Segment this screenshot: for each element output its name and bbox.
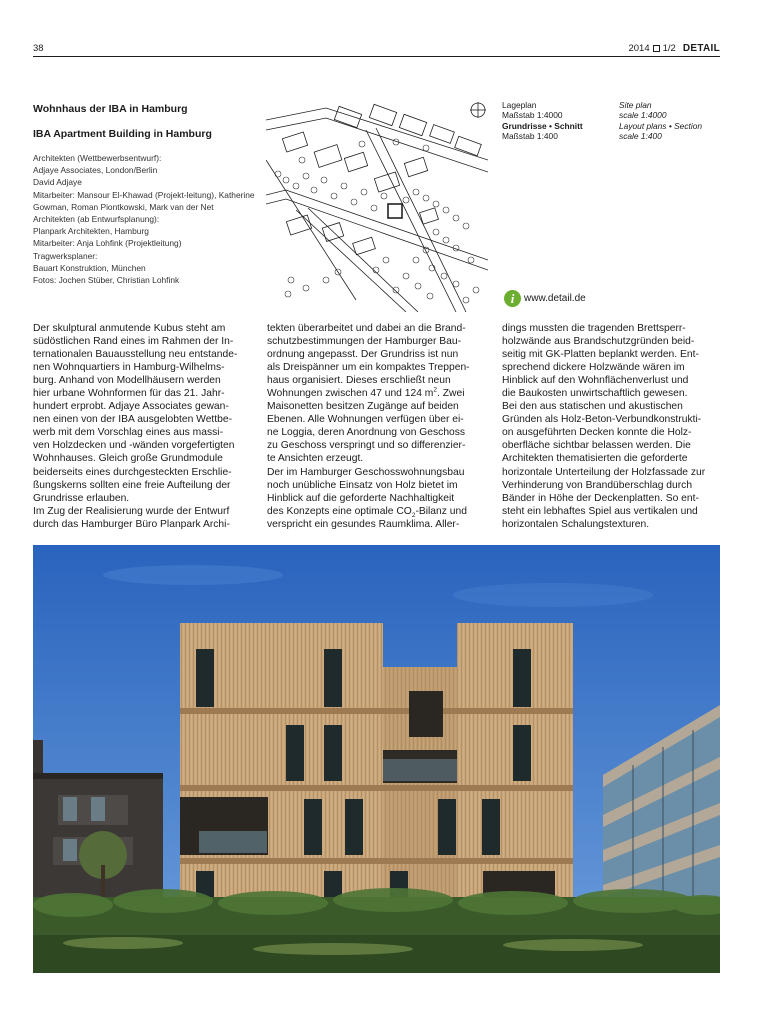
text-line: werb mit dem Vorschlag eines aus massi-: [33, 427, 223, 439]
credit-line: David Adjaye: [33, 177, 82, 188]
text-line: [267, 505, 487, 518]
text-line: Im Zug der Realisierung wurde der Entwurf: [33, 505, 230, 517]
text-line: [267, 387, 487, 400]
project-credits: [33, 152, 258, 286]
credit-line: Bauart Konstruktion, München: [33, 262, 146, 273]
magazine-logo: DETAIL: [682, 43, 720, 54]
text-line: noch unübliche Einsatz von Holz bietet im: [267, 479, 458, 491]
north-arrow-icon: [470, 102, 486, 118]
text-line: ne Loggia, deren Anordnung von Geschoss: [267, 427, 466, 439]
weblink-text[interactable]: www.detail.de: [524, 293, 586, 304]
text-line: verspricht ein gesundes Raumklima. Aller-: [267, 518, 460, 530]
text-line: holzwände aus Brandschutzgründen beid-: [502, 336, 695, 348]
credit-line: Tragwerksplaner:: [33, 250, 98, 261]
text-line: nen Wohnquartiers in Hamburg-Wilhelms-: [33, 362, 225, 374]
credit-line: Architekten (Wettbewerbsentwurf):: [33, 153, 162, 163]
detail-web-link[interactable]: [504, 290, 586, 307]
text-line: Hinblick auf den Wohnflächenverlust und: [502, 375, 689, 387]
text-line: horizontalen Schalungstexturen.: [502, 518, 650, 530]
text-line: Bänder in Höhe der Deckenplatten. So ent-: [502, 492, 699, 504]
text-line: nen einen von der IBA ausgelobten Wettbe-: [33, 414, 233, 426]
text-line: on ausgeführten Decken konnte die Holz-: [502, 427, 692, 439]
text-line: Verhinderung von Brandüberschlag durch: [502, 479, 693, 491]
plan-captions-german: [502, 100, 612, 142]
text-line: Hinblick auf die geforderte Nachhaltigkeit: [267, 492, 455, 504]
caption-line: Maßstab 1:400: [502, 131, 558, 142]
issue-year: 2014: [628, 43, 650, 54]
title-english: IBA Apartment Building in Hamburg: [33, 128, 212, 140]
issue-separator-box: [653, 45, 660, 52]
issue-number: 1/2: [662, 43, 676, 54]
text-line: zu Geschoss verspringt und so differenzier-: [267, 440, 466, 452]
text-line: seitig mit GK-Platten beplankt werden. Ent-: [502, 349, 699, 361]
text-line: Der im Hamburger Geschosswohnungsbau: [267, 466, 465, 478]
text-fragment: des Konzepts eine optimale CO: [267, 505, 412, 517]
article-title-block: [33, 103, 258, 286]
text-line: Maisonetten besitzen Zugänge auf beiden: [267, 401, 459, 413]
credit-line: Planpark Architekten, Hamburg: [33, 226, 149, 237]
text-line: burg. Anhand von Modellhäusern werden: [33, 375, 221, 387]
page-number: 38: [33, 43, 44, 54]
text-line: haus organisiert. Dieses erschließt neun: [267, 375, 451, 387]
superscript: 2: [433, 386, 438, 394]
text-line: schutzbestimmungen der Hamburger Bau-: [267, 336, 462, 348]
text-line: te Ansichten erzeugt.: [267, 453, 364, 465]
text-fragment: -Bilanz und: [415, 505, 467, 517]
credit-line: Adjaye Associates, London/Berlin: [33, 165, 158, 176]
subscript: 2: [411, 511, 416, 519]
text-line: horizontale Unterteilung der Holzfassade zur: [502, 466, 706, 478]
text-line: südöstlichen Rand eines im Rahmen der In-: [33, 336, 234, 348]
text-line: hundert erprobt. Adjaye Associates gewan-: [33, 401, 229, 413]
text-line: dings mussten die tragenden Brettsperr-: [502, 323, 686, 334]
body-column-1: [33, 322, 253, 531]
body-column-3: [502, 322, 722, 531]
text-line: beiderseits eines durchgesteckten Erschlie-: [33, 466, 232, 478]
credit-line: Fotos: Jochen Stüber, Christian Lohfink: [33, 275, 180, 286]
body-column-2: [267, 322, 487, 531]
caption-line: Grundrisse • Schnitt: [502, 120, 583, 131]
text-line: die Baukosten unwirtschaftlich gewesen.: [502, 388, 688, 400]
plan-captions-english: [619, 100, 719, 142]
text-line: tekten überarbeitet und dabei an die Brand-: [267, 323, 466, 334]
caption-line: scale 1:4000: [619, 110, 667, 121]
text-line: durch das Hamburger Büro Planpark Archi-: [33, 518, 230, 530]
credit-line: Mitarbeiter: Mansour El-Khawad (Projekt-leitung), Katherine Gowman, Roman Piontkowski, Mark van der Net: [33, 189, 255, 212]
issue-info: [628, 43, 720, 54]
text-fragment: Wohnungen zwischen 47 und 124 m: [267, 388, 434, 400]
title-german: Wohnhaus der IBA in Hamburg: [33, 103, 188, 115]
text-line: Ebenen. Alle Wohnungen verfügen über ei-: [267, 414, 464, 426]
caption-line: Layout plans • Section: [619, 120, 703, 131]
caption-line: Site plan: [619, 100, 652, 110]
credit-line: Architekten (ab Entwurfsplanung):: [33, 214, 160, 225]
text-line: hier urbane Wohnformen für das 21. Jahr-: [33, 388, 225, 400]
text-line: ßungskerns sollten eine freie Aufteilung der: [33, 479, 231, 491]
text-line: Gründen als Holz-Beton-Verbundkonstrukti-: [502, 414, 702, 426]
building-photograph: [33, 545, 720, 973]
text-line: ordnung angepasst. Der Grundriss ist nun: [267, 349, 459, 361]
site-plan-drawing: [266, 100, 488, 312]
text-line: ternationalen Bauausstellung neu entstande-: [33, 349, 238, 361]
caption-line: scale 1:400: [619, 131, 662, 142]
text-line: ven Holzdecken und -wänden vorgefertigten: [33, 440, 235, 452]
text-line: steht ein lebhaftes Spiel aus vertikalen und: [502, 505, 698, 517]
text-line: Der skulptural anmutende Kubus steht am: [33, 323, 226, 334]
text-line: sprechend dickere Holzwände wären im: [502, 362, 685, 374]
caption-line: Lageplan: [502, 100, 537, 110]
text-line: Grundrisse erlauben.: [33, 492, 130, 504]
credit-line: Mitarbeiter: Anja Lohfink (Projektleitung): [33, 238, 182, 249]
text-line: oberfläche sichtbar belassen werden. Die: [502, 440, 691, 452]
text-line: Architekten thematisierten die geforderte: [502, 453, 688, 465]
text-line: Wohnhauses. Gleich große Grundmodule: [33, 453, 223, 465]
caption-line: Maßstab 1:4000: [502, 110, 563, 121]
iba-wood-building: [180, 623, 573, 905]
info-icon: i: [504, 290, 521, 307]
text-line: Bei den aus statischen und akustischen: [502, 401, 683, 413]
text-fragment: . Zwei: [437, 388, 465, 400]
header-rule: [33, 56, 720, 57]
text-line: als Dreispänner um ein kompaktes Treppen-: [267, 362, 470, 374]
